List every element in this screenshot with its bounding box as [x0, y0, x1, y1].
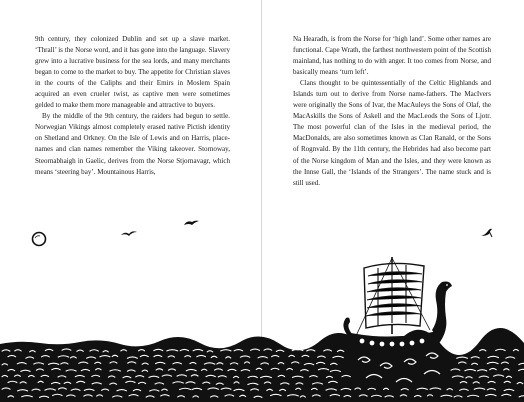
sun-icon [33, 233, 46, 246]
sea-waves [0, 328, 524, 402]
right-paragraph-2: Clans thought to be quintessentially of the Celtic Highlands and Islands turn out to derive from Norse name-fathers. The MacIvers were originally the Sons of Ivar, the MacAuleys the Sons of Olaf, the MacAskills the Sons of Askell and the MacLeods the Sons of Ljotr. The most powerful clan of the Isles in the medieval period, the MacDonalds, are also sometimes known as Clan Ranald, or the Sons of Rognvald. By the 11th century, the Hebrides had also become part of the Norse kingdom of Man and the Isles, and they were known as the Innse Gall, the ‘Islands of the Strangers’. The name stuck and is still used. [293, 79, 491, 187]
wave-foam [450, 350, 460, 351]
wave-foam [465, 349, 470, 350]
bird-icon [121, 231, 137, 236]
bird-icon [481, 229, 492, 237]
left-paragraph-2: By the middle of the 9th century, the raiders had begun to settle. Norwegian Vikings almost completely erased native Pictish identity on Shetland and Orkney. On the Isle of Lewis and on Harris, place-names and clan names remember the Viking takeover. Stornoway, Steornabhaigh in Gaelic, derives from the Norse Stjornavagr, which means ‘steering bay’. Mountainous Harris, [35, 112, 230, 176]
left-paragraph-1: 9th century, they colonized Dublin and set up a slave market. ‘Thrall’ is the Norse word, and it has gone into the language. Slavery grew into a lucrative business for the sea lords, and many merchants began to come to the market to buy. The appetite for Christian slaves in the courts of the Caliphs and their Emirs in Moslem Spain acquired an even crueler twist, as captive men were sometimes gelded to make them more manageable and attractive to buyers. [35, 35, 230, 110]
right-paragraph-1: Na Hearadh, is from the Norse for ‘high land’. Some other names are functional. Cape Wrath, the farthest northwestern point of the Scottish mainland, has nothing to do with anger. It too comes from Norse, and basically means ‘turn left’. [293, 35, 491, 77]
bird-icon [184, 221, 199, 225]
